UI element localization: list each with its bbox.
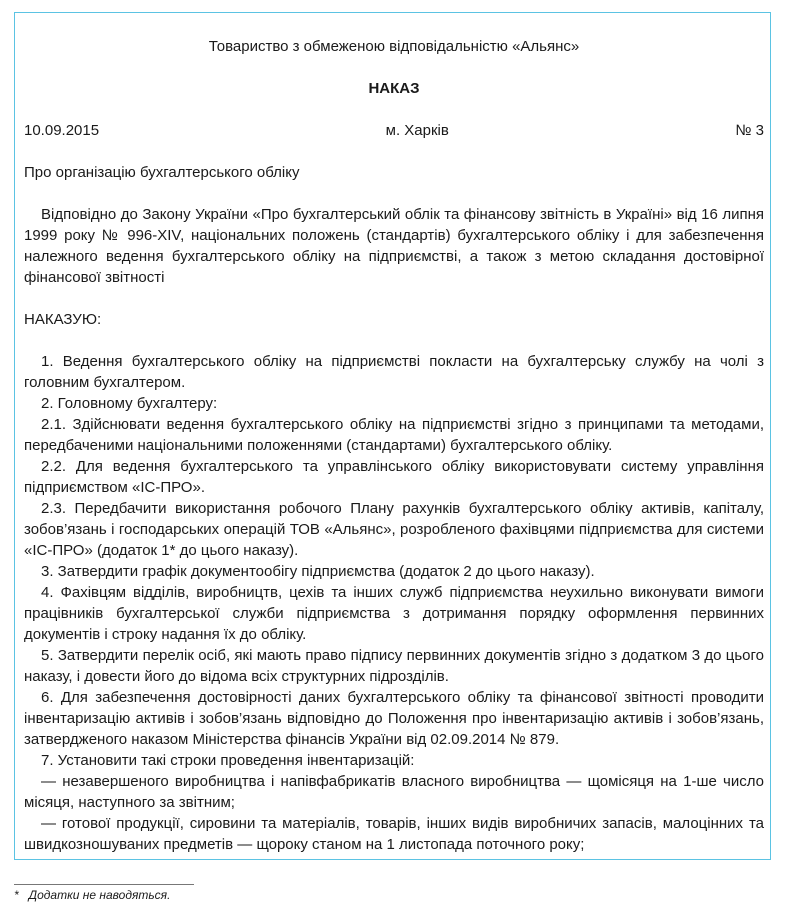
order-item-3: 3. Затвердити графік документообігу підприємства (додаток 2 до цього наказу). xyxy=(41,563,595,580)
order-item-6: 6. Для забезпечення достовірності даних бухгалтерського обліку та фінансової звітності проводити інвентаризацію активів і зобов’язань відповідно до Положення про інвентаризацію активів і зобов’язань, затвердженого наказом Міністерства фінансів України від 02.09.2014 № 879. xyxy=(24,689,764,748)
preamble: Відповідно до Закону України «Про бухгалтерський облік та фінансову звітність в Україні» від 16 липня 1999 року № 996-XIV, національних положень (стандартів) бухгалтерського обліку і для забезпечення належного ведення бухгалтерського обліку на підприємстві, а також з метою складання достовірної фінансової звітності xyxy=(24,206,764,286)
document-subject: Про організацію бухгалтерського обліку xyxy=(24,164,300,181)
order-item-5: 5. Затвердити перелік осіб, які мають право підпису первинних документів згідно з додатком 3 до цього наказу, і довести його до відома всіх структурних підрозділів. xyxy=(24,647,764,685)
order-item-7: 7. Установити такі строки проведення інвентаризацій: xyxy=(41,752,415,769)
footnote-divider xyxy=(14,884,194,885)
order-items xyxy=(24,351,764,855)
order-item-1: 1. Ведення бухгалтерського обліку на підприємстві покласти на бухгалтерську службу на чолі з головним бухгалтером. xyxy=(24,353,764,391)
document-city: м. Харків xyxy=(385,122,449,139)
document-date: 10.09.2015 xyxy=(24,122,100,139)
order-item-7-wip: — незавершеного виробництва і напівфабрикатів власного виробництва — щомісяця на 1-ше число місяця, наступного за звітним; xyxy=(24,773,764,811)
document-number: № 3 xyxy=(735,122,764,139)
order-item-2: 2. Головному бухгалтеру: xyxy=(41,395,218,412)
order-item-4: 4. Фахівцям відділів, виробництв, цехів та інших служб підприємства неухильно виконувати вимоги працівників бухгалтерської служби підприємства з дотримання порядку оформлення первинних документів і строку надання їх до обліку. xyxy=(24,584,764,643)
order-item-2-1: 2.1. Здійснювати ведення бухгалтерського обліку на підприємстві згідно з принципами та методами, передбаченими національними положеннями (стандартами) бухгалтерського обліку. xyxy=(24,416,764,454)
order-item-7-goods: — готової продукції, сировини та матеріалів, товарів, інших видів виробничих запасів, малоцінних та швидкозношуваних предметів — щороку станом на 1 листопада поточного року; xyxy=(24,815,764,853)
footnote: * Додатки не наводяться. xyxy=(14,888,171,902)
order-label: НАКАЗУЮ: xyxy=(24,311,102,328)
company-name: Товариство з обмеженою відповідальністю «Альянс» xyxy=(208,38,580,55)
order-item-2-3: 2.3. Передбачити використання робочого Плану рахунків бухгалтерського обліку активів, капіталу, зобов’язань і господарських операцій ТОВ «Альянс», розробленого фахівцями підприємства для системи «IC-ПРО» (додаток 1* до цього наказу). xyxy=(24,500,764,559)
order-item-2-2: 2.2. Для ведення бухгалтерського та управлінського обліку використовувати систему управління підприємством «IC-ПРО». xyxy=(24,458,764,496)
document-title: НАКАЗ xyxy=(368,80,420,97)
document-meta xyxy=(24,120,764,141)
order-document xyxy=(24,36,764,855)
